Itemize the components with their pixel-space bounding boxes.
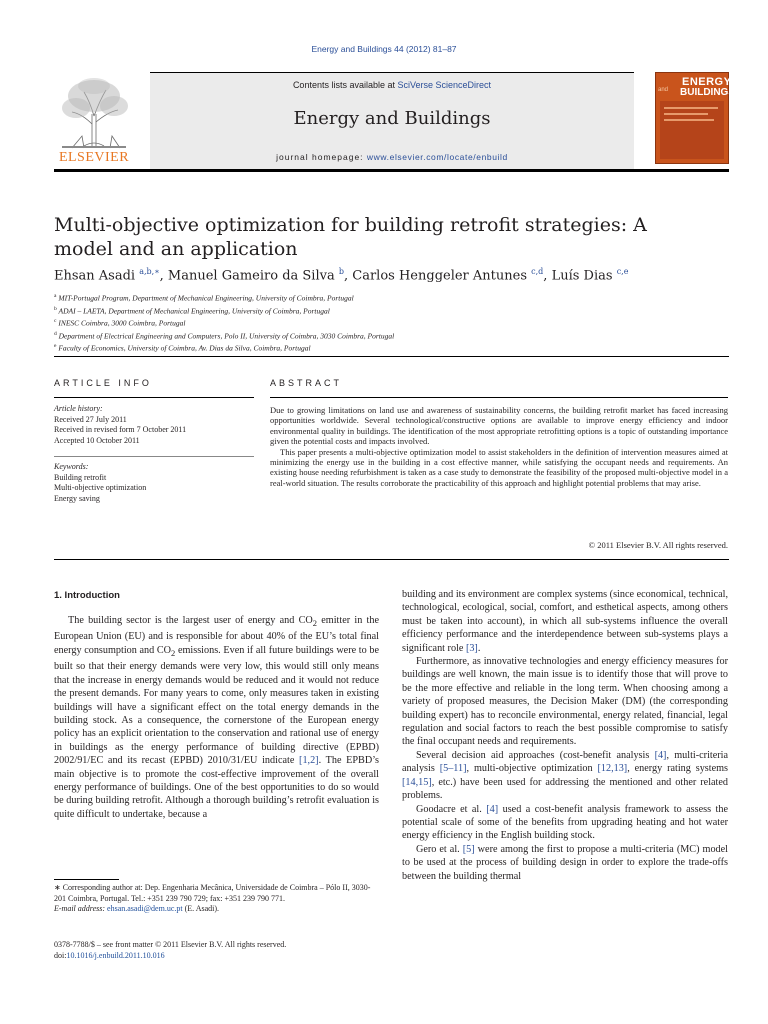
abstract-paragraph: Due to growing limitations on land use and awareness of sustainability concerns, the building retrofit market has faced increasing opportunities worldwide. Several technological/constructive options are available to improve energy efficiency and indoor environmental quality in buildings. The identification of the most appropriate retrofitting options is a topic of outstanding importance given the potential costs and impacts involved.: [270, 405, 728, 447]
subscript: 2: [312, 618, 317, 629]
journal-name: Energy and Buildings: [293, 108, 491, 129]
doi-line: [54, 950, 379, 961]
homepage-prefix: journal homepage:: [276, 152, 367, 162]
affiliation-mark: e: [54, 343, 57, 349]
cover-title-energy: ENERGY: [682, 76, 732, 88]
footnote-rule: [54, 879, 119, 880]
citation-link[interactable]: [3]: [465, 642, 478, 654]
body-text: , multi-objective optimization: [466, 763, 598, 775]
body-column-right: [402, 588, 728, 883]
body-text: . The EPBD’s main objective is to promote the cost-effective improvement of the overall energy performance of buildings. One of the best opportunities to do so would be during building retrofit. Although a thorough building’s retrofit evaluation is quite difficult to undertake, because a: [54, 755, 379, 820]
contents-prefix: Contents lists available at: [292, 80, 398, 90]
history-item: Accepted 10 October 2011: [54, 435, 140, 445]
article-title: Multi-objective optimization for building retrofit strategies: A model and an application: [54, 214, 647, 260]
affiliation-text: Faculty of Economics, University of Coimbra, Av. Dias da Silva, Coimbra, Portugal: [58, 343, 311, 353]
history-item: Received in revised form 7 October 2011: [54, 425, 187, 434]
affiliation-rule: [54, 356, 729, 357]
body-text: building and its environment are complex systems (since economical, technical, technological, ecological, social, comfort, and esthetical aspects, among others must be taken into account), in which all sub-systems influence the overall efficiency performance and the interdependence between sub-systems plays a significant role: [402, 589, 728, 654]
author-marks[interactable]: c,d: [531, 267, 544, 276]
affiliation-mark: c: [54, 318, 57, 324]
email-line: [54, 904, 379, 915]
author-separator: ,: [159, 268, 168, 284]
body-text: , energy rating systems: [627, 763, 728, 775]
author-name[interactable]: Luís Dias: [551, 268, 613, 284]
abstract-copyright: © 2011 Elsevier B.V. All rights reserved.: [588, 540, 728, 550]
history-item: Received 27 July 2011: [54, 414, 127, 424]
citation-link[interactable]: [14,15]: [402, 776, 432, 788]
cover-band: [660, 101, 724, 159]
author-list: [54, 267, 729, 283]
author-marks[interactable]: c,e: [616, 267, 629, 276]
author-separator: ,: [344, 268, 353, 284]
abstract-heading: ABSTRACT: [270, 378, 343, 388]
keyword-item: Energy saving: [54, 493, 100, 503]
body-column-left: [54, 614, 379, 821]
body-paragraph: [402, 749, 728, 803]
journal-cover-thumbnail[interactable]: [655, 72, 735, 164]
author-name[interactable]: Manuel Gameiro da Silva: [167, 268, 335, 284]
affiliation-mark: a: [54, 293, 57, 299]
front-matter: [54, 939, 379, 961]
cover-line: [664, 119, 714, 121]
email-label: E-mail address:: [54, 904, 108, 913]
elsevier-logo-text: ELSEVIER: [58, 150, 130, 165]
issn-line: 0378-7788/$ – see front matter © 2011 Elsevier B.V. All rights reserved.: [54, 940, 287, 949]
email-suffix: (E. Asadi).: [182, 904, 220, 913]
journal-citation[interactable]: Energy and Buildings 44 (2012) 81–87: [311, 44, 457, 54]
body-paragraph: [402, 588, 728, 655]
article-info-heading: ARTICLE INFO: [54, 378, 152, 388]
body-paragraph: Furthermore, as innovative technologies and energy efficiency measures for buildings are well known, the main issue is to identify those that will prove to be the more effective and reliable in the long term. When choosing among a variety of proposed measures, the Decision Maker (DM) (the corresponding building expert) has to reconcile environmental, energy related, financial, legal regulation and social factors to reach the best possible compromise to satisfy the final occupant needs and requirements.: [402, 656, 728, 748]
affiliation-item: [54, 329, 729, 342]
body-text: were among the first to propose a multi-criteria (MC) model to be used at the process of building design in order to explore the trade-offs between the building thermal: [402, 843, 728, 882]
body-text: The building sector is the largest user of energy and CO: [68, 615, 313, 626]
cover-title-buildings: BUILDINGS: [680, 87, 735, 98]
history-label: Article history:: [54, 404, 103, 413]
doi-label: doi:: [54, 951, 67, 960]
section-heading-introduction: 1. Introduction: [54, 590, 120, 601]
affiliation-item: [54, 304, 729, 317]
body-text: Goodacre et al.: [416, 803, 487, 815]
citation-link[interactable]: [5]: [462, 843, 475, 855]
body-text: emissions. Even if all future buildings were to be built so that their energy demands were very low, this would still only means that the increase in energy demands would be reduced and it would not reduce the present demands. For many years to come, only measures taken in existing buildings will have a significant effect on the total energy demands in the building stock. As a consequence, the cornerstone of the European energy policy has an explicit orientation to the conservation and rational use of energy in buildings as the energy performance of building directive (EPBD) 2002/91/EC and its recast (EPBD) 2010/31/EU indicate: [54, 644, 379, 767]
author-separator: ,: [543, 268, 552, 284]
cover-title-and: and: [658, 87, 669, 93]
keywords-label: Keywords:: [54, 462, 89, 471]
sciencedirect-link[interactable]: SciVerse ScienceDirect: [397, 80, 492, 90]
affiliation-mark: d: [54, 330, 57, 337]
keyword-item: Building retrofit: [54, 472, 107, 482]
cover-line: [664, 107, 718, 109]
keywords-block: [54, 462, 254, 504]
abstract-body: [270, 405, 728, 488]
corresponding-author-footnote: [54, 883, 379, 915]
affiliation-list: [54, 291, 729, 354]
article-history: [54, 404, 254, 446]
keyword-item: Multi-objective optimization: [54, 483, 147, 492]
body-paragraph: [402, 843, 728, 883]
affiliation-mark: b: [54, 305, 57, 312]
body-text: .: [477, 642, 481, 654]
affiliation-text: INESC Coimbra, 3000 Coimbra, Portugal: [58, 318, 186, 328]
affiliation-item: [54, 341, 729, 354]
email-link[interactable]: ehsan.asadi@dem.uc.pt: [107, 904, 183, 913]
body-text: , multi-criteria analysis: [402, 749, 728, 775]
contents-availability: [150, 80, 634, 90]
body-paragraph: [402, 803, 728, 843]
author-marks[interactable]: b: [338, 267, 344, 276]
affiliation-text: Department of Electrical Engineering and Computers, Polo II, University of Coimbra, 3030 Coimbra, Portugal: [58, 331, 395, 340]
affiliation-text: ADAI – LAETA, Department of Mechanical Engineering, University of Coimbra, Portugal: [58, 306, 330, 315]
affiliation-item: [54, 291, 729, 304]
homepage-link[interactable]: www.elsevier.com/locate/enbuild: [366, 152, 508, 162]
article-info-rule: [54, 397, 254, 398]
doi-link[interactable]: 10.1016/j.enbuild.2011.10.016: [66, 951, 165, 960]
abstract-bottom-rule: [54, 559, 729, 560]
journal-homepage: [150, 152, 634, 162]
body-text: emitter in the European Union (EU) and is responsible for about 40% of the EU’s total final energy consumption and CO: [54, 615, 379, 656]
subscript: 2: [171, 647, 176, 658]
keywords-rule: [54, 456, 254, 457]
citation-link[interactable]: [1,2]: [299, 755, 319, 767]
citation-link[interactable]: [4]: [486, 803, 499, 815]
citation-link[interactable]: [5–11]: [439, 763, 467, 775]
author-name[interactable]: Ehsan Asadi: [54, 268, 136, 284]
author-marks[interactable]: a,b,∗: [139, 267, 160, 276]
corresponding-author-text: ∗ Corresponding author at: Dep. Engenharia Mecânica, Universidade de Coimbra – Pólo II, 3030-201 Coimbra, Portugal. Tel.: +351 239 790 729; fax: +351 239 790 771.: [54, 883, 371, 903]
abstract-paragraph: This paper presents a multi-objective optimization model to assist stakeholders in the definition of intervention measures aimed at minimizing the energy use in the building in a cost effective manner, while satisfying the occupant needs and requirements. An existing house needing refurbishment is taken as a case study to demonstrate the feasibility of the proposed multi-objective model in a real-world situation. The results corroborate the practicability of this approach and highlight potential problems that may arise.: [270, 446, 728, 488]
body-text: Several decision aid approaches (cost-benefit analysis: [416, 749, 655, 761]
body-text: Gero et al.: [416, 843, 463, 855]
header-bottom-rule: [54, 169, 729, 172]
cover-line: [664, 113, 708, 115]
affiliation-item: [54, 316, 729, 329]
citation-link[interactable]: [4]: [654, 749, 667, 761]
body-paragraph: [54, 614, 379, 821]
citation-link[interactable]: [12,13]: [597, 763, 628, 775]
affiliation-text: MIT-Portugal Program, Department of Mechanical Engineering, University of Coimbra, Portugal: [58, 293, 354, 303]
abstract-rule: [270, 397, 728, 398]
author-name[interactable]: Carlos Henggeler Antunes: [352, 268, 527, 284]
body-text: , etc.) have been used for addressing the mentioned and other related problems.: [402, 776, 728, 802]
body-text: used a cost-benefit analysis framework to assess the potential scale of some of the benefits from upgrading heating and hot water energy efficiency in the English building stock.: [402, 803, 728, 842]
